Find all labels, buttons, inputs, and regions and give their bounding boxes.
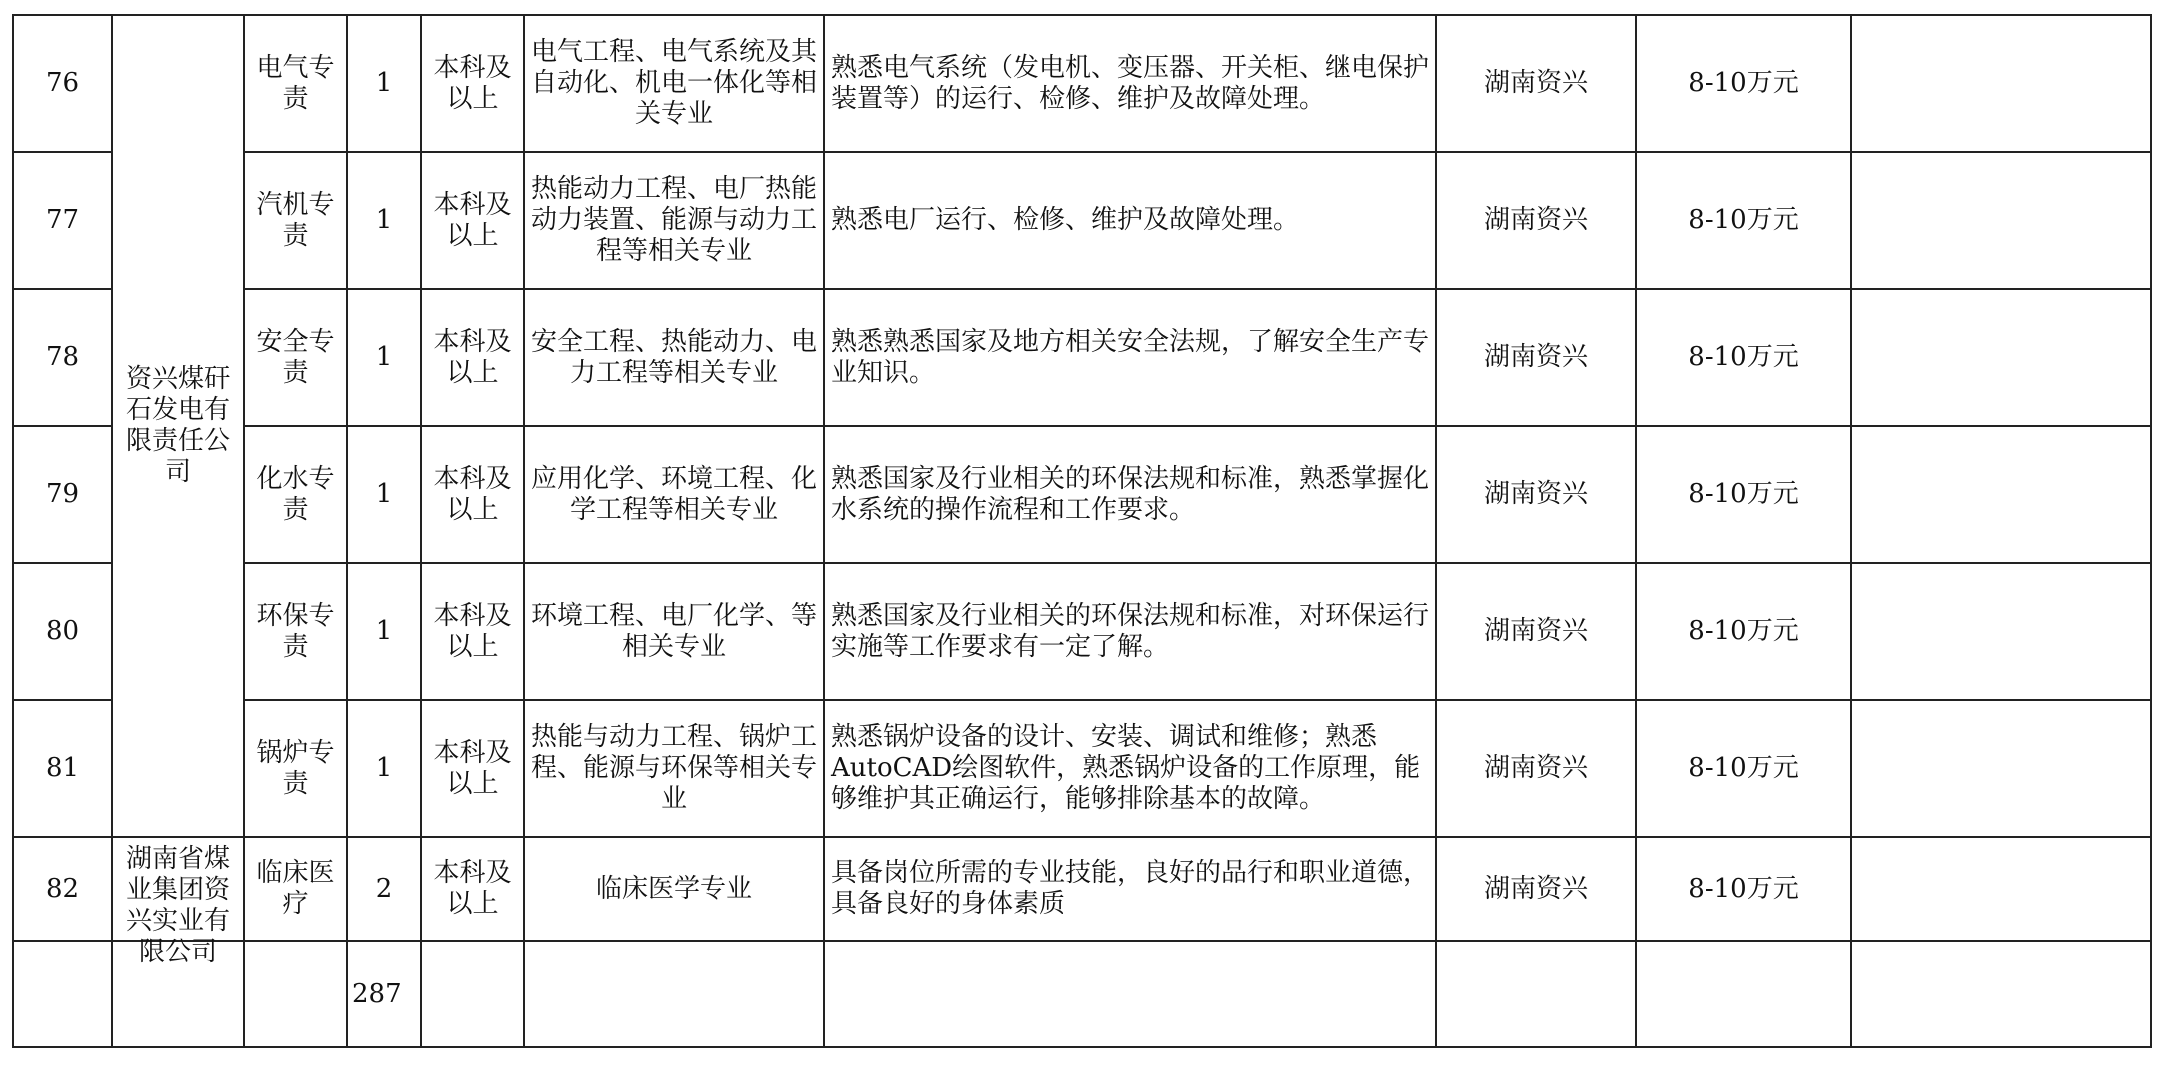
major-cell: 热能与动力工程、锅炉工程、能源与环保等相关专业: [524, 700, 824, 837]
total-count-cell: 287: [347, 941, 421, 1047]
remark-cell: [1851, 563, 2151, 700]
table-row: [13, 15, 2151, 152]
requirement-cell: 熟悉电厂运行、检修、维护及故障处理。: [824, 152, 1436, 289]
table-row: [13, 152, 2151, 289]
count-cell: 1: [347, 700, 421, 837]
job-table: [12, 14, 2152, 1048]
count-cell: 1: [347, 563, 421, 700]
row-number: 77: [13, 152, 112, 289]
count-cell: 1: [347, 152, 421, 289]
total-empty-cell: [524, 941, 824, 1047]
position-cell: 化水专责: [244, 426, 347, 563]
location-cell: 湖南资兴: [1436, 837, 1636, 941]
salary-cell: 8-10万元: [1636, 152, 1851, 289]
major-cell: 临床医学专业: [524, 837, 824, 941]
row-number: 79: [13, 426, 112, 563]
location-cell: 湖南资兴: [1436, 152, 1636, 289]
major-cell: 热能动力工程、电厂热能动力装置、能源与动力工程等相关专业: [524, 152, 824, 289]
education-cell: 本科及以上: [421, 289, 524, 426]
total-empty-cell: [1851, 941, 2151, 1047]
count-cell: 1: [347, 289, 421, 426]
location-cell: 湖南资兴: [1436, 289, 1636, 426]
location-cell: 湖南资兴: [1436, 426, 1636, 563]
requirement-cell: 熟悉熟悉国家及地方相关安全法规，了解安全生产专业知识。: [824, 289, 1436, 426]
education-cell: 本科及以上: [421, 152, 524, 289]
table-row: [13, 837, 2151, 941]
major-cell: 电气工程、电气系统及其自动化、机电一体化等相关专业: [524, 15, 824, 152]
position-cell: 安全专责: [244, 289, 347, 426]
count-cell: 1: [347, 15, 421, 152]
requirement-cell: 熟悉电气系统（发电机、变压器、开关柜、继电保护装置等）的运行、检修、维护及故障处理。: [824, 15, 1436, 152]
remark-cell: [1851, 700, 2151, 837]
row-number: 80: [13, 563, 112, 700]
remark-cell: [1851, 837, 2151, 941]
total-row: [13, 941, 2151, 1047]
salary-cell: 8-10万元: [1636, 837, 1851, 941]
total-empty-cell: [1636, 941, 1851, 1047]
total-empty-cell: [421, 941, 524, 1047]
total-empty-cell: [244, 941, 347, 1047]
education-cell: 本科及以上: [421, 837, 524, 941]
location-cell: 湖南资兴: [1436, 563, 1636, 700]
table-row: [13, 289, 2151, 426]
education-cell: 本科及以上: [421, 563, 524, 700]
education-cell: 本科及以上: [421, 15, 524, 152]
education-cell: 本科及以上: [421, 700, 524, 837]
requirement-cell: 具备岗位所需的专业技能，良好的品行和职业道德，具备良好的身体素质: [824, 837, 1436, 941]
count-cell: 1: [347, 426, 421, 563]
position-cell: 汽机专责: [244, 152, 347, 289]
remark-cell: [1851, 289, 2151, 426]
row-number: 81: [13, 700, 112, 837]
table-row: [13, 426, 2151, 563]
salary-cell: 8-10万元: [1636, 289, 1851, 426]
major-cell: 环境工程、电厂化学、等相关专业: [524, 563, 824, 700]
location-cell: 湖南资兴: [1436, 700, 1636, 837]
requirement-cell: 熟悉国家及行业相关的环保法规和标准，对环保运行实施等工作要求有一定了解。: [824, 563, 1436, 700]
table-row: [13, 700, 2151, 837]
row-number: 78: [13, 289, 112, 426]
total-empty-cell: [1436, 941, 1636, 1047]
salary-cell: 8-10万元: [1636, 15, 1851, 152]
major-cell: 安全工程、热能动力、电力工程等相关专业: [524, 289, 824, 426]
position-cell: 锅炉专责: [244, 700, 347, 837]
company-name-cell: 资兴煤矸石发电有限责任公司: [112, 15, 244, 837]
total-empty-cell: [824, 941, 1436, 1047]
total-empty-cell: [13, 941, 112, 1047]
position-cell: 电气专责: [244, 15, 347, 152]
position-cell: 临床医疗: [244, 837, 347, 941]
salary-cell: 8-10万元: [1636, 563, 1851, 700]
remark-cell: [1851, 426, 2151, 563]
requirement-cell: 熟悉锅炉设备的设计、安装、调试和维修；熟悉AutoCAD绘图软件，熟悉锅炉设备的工作原理，能够维护其正确运行，能够排除基本的故障。: [824, 700, 1436, 837]
company-name-text: 湖南省煤业集团资兴实业有限公司: [125, 844, 230, 967]
table-row: [13, 563, 2151, 700]
position-cell: 环保专责: [244, 563, 347, 700]
row-number: 76: [13, 15, 112, 152]
remark-cell: [1851, 152, 2151, 289]
education-cell: 本科及以上: [421, 426, 524, 563]
remark-cell: [1851, 15, 2151, 152]
salary-cell: 8-10万元: [1636, 700, 1851, 837]
requirement-cell: 熟悉国家及行业相关的环保法规和标准，熟悉掌握化水系统的操作流程和工作要求。: [824, 426, 1436, 563]
row-number: 82: [13, 837, 112, 941]
company-name-cell: [112, 837, 244, 967]
salary-cell: 8-10万元: [1636, 426, 1851, 563]
count-cell: 2: [347, 837, 421, 941]
location-cell: 湖南资兴: [1436, 15, 1636, 152]
major-cell: 应用化学、环境工程、化学工程等相关专业: [524, 426, 824, 563]
